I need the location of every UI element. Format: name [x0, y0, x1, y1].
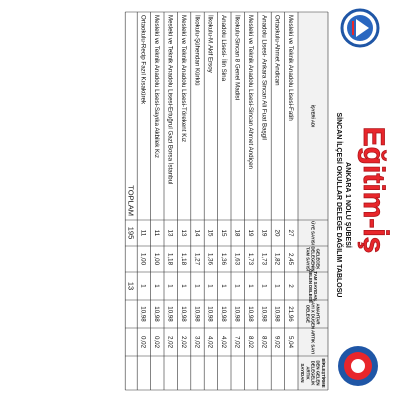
workplace-name-cell: İlkokulu-M.Akif Ersoy	[206, 15, 214, 73]
document-header	[335, 10, 390, 386]
value-cell: 19	[246, 229, 254, 237]
value-cell: 10,98	[166, 306, 174, 322]
value-cell: 21,96	[287, 306, 295, 322]
column-header: DELEGE	[305, 305, 311, 323]
value-cell: 8,02	[260, 335, 268, 349]
value-cell: 1	[166, 284, 174, 288]
value-cell: 1	[153, 284, 161, 288]
value-cell: 11	[139, 229, 147, 237]
column-header: ÜYE SAYISI	[310, 221, 316, 245]
value-cell: 1,27	[193, 252, 201, 266]
column-header: DELEGELİK	[310, 360, 316, 386]
value-cell: 10,98	[260, 306, 268, 322]
column-header: GELECEK	[315, 248, 321, 270]
value-cell: 1	[233, 284, 241, 288]
value-cell: 2,02	[179, 335, 187, 349]
value-cell: 10,98	[206, 306, 214, 322]
value-cell: 1,18	[179, 252, 187, 266]
column-header: BİRLEŞTİRME	[320, 358, 326, 388]
workplace-name-cell: İlkokulu-Şühendan Kürklü	[193, 15, 201, 86]
workplace-name-cell: Anadolu Lisesi- İlin Sina	[220, 15, 228, 82]
column-header: GELEN DELEGE	[307, 269, 313, 303]
value-cell: 1,73	[260, 252, 268, 266]
value-cell: 2	[287, 284, 295, 288]
value-cell: 1	[193, 284, 201, 288]
total-members-value: 195	[126, 226, 136, 240]
value-cell: 1,00	[139, 252, 147, 266]
value-cell: 0,02	[153, 335, 161, 349]
column-header: TAM SAYISI	[305, 247, 311, 271]
egitim-is-emblem-icon	[338, 346, 378, 386]
value-cell: 10,98	[179, 306, 187, 322]
column-header: SAYI X DÜŞEN	[310, 299, 316, 329]
value-cell: 8,02	[246, 335, 254, 349]
value-cell: 1,00	[153, 252, 161, 266]
workplace-name-cell: Ortaokulu-Ahmet Andican	[273, 15, 281, 86]
workplace-name-cell: Ortaokulu-Recip Fazıl Kısakürek	[139, 15, 147, 105]
column-header: ARTIK	[305, 366, 311, 380]
workplace-name-cell: İlkokulu-Sincan 8 Genel Madisi	[233, 15, 241, 100]
value-cell: 9,02	[273, 335, 281, 349]
column-header: SAYIDAN	[300, 363, 306, 383]
value-cell: 1,36	[220, 252, 228, 266]
value-cell: 19	[260, 229, 268, 237]
value-cell: 13	[179, 229, 187, 237]
value-cell: 7,02	[233, 335, 241, 349]
value-cell: 1	[139, 284, 147, 288]
value-cell: 14	[193, 229, 201, 237]
column-header: ANAHTAR	[315, 303, 321, 325]
value-cell: 10,98	[273, 306, 281, 322]
workplace-name-cell: Anadolu Lisesi- Ankara Sincan Ali Fuat Başgil	[260, 15, 268, 140]
value-cell: 4,02	[206, 335, 214, 349]
value-cell: 3,02	[193, 335, 201, 349]
value-cell: 1,82	[273, 252, 281, 266]
value-cell: 1,36	[206, 252, 214, 266]
column-header: TAM SAYIDAN	[313, 271, 319, 301]
value-cell: 10,98	[139, 306, 147, 322]
value-cell: 1,18	[166, 252, 174, 266]
column-header: İŞYERİ ADI	[310, 104, 316, 128]
table-title: SİNCAN İLÇESİ OKULLAR DELEGE DAĞILIM TABLOSU	[335, 112, 342, 298]
value-cell: 10,98	[153, 306, 161, 322]
workplace-name-cell: Mesleki ve Teknik Anadolu Lisesi-Törekent Kız	[179, 15, 187, 143]
value-cell: 10,98	[220, 306, 228, 322]
value-cell: 1,63	[233, 252, 241, 266]
branch-title: ANKARA 1 NOLU ŞUBESİ	[344, 162, 351, 248]
workplace-name-cell: Mesleki ve Teknik Anadolu Lisesi-Ertuğrul Gazi Borsa İstanbul	[166, 15, 174, 185]
value-cell: 1,73	[246, 252, 254, 266]
value-cell: 5,04	[287, 335, 295, 349]
value-cell: 15	[206, 229, 214, 237]
value-cell: 0,02	[139, 335, 147, 349]
workplace-name-cell: Mesleki ve Teknik Anadolu Lisesi-Sincan Ahmet Andiçen	[246, 15, 254, 169]
value-cell: 1	[246, 284, 254, 288]
value-cell: 20	[273, 229, 281, 237]
value-cell: 27	[287, 229, 295, 237]
delegate-table	[125, 12, 328, 390]
value-cell: 10,98	[233, 306, 241, 322]
value-cell: 1	[179, 284, 187, 288]
column-header: DEN GELEN	[315, 360, 321, 386]
value-cell: 10,98	[193, 306, 201, 322]
value-cell: 2,02	[166, 335, 174, 349]
value-cell: 2,45	[287, 252, 295, 266]
rotated-page	[125, 10, 390, 390]
total-delegates-value: 13	[126, 281, 136, 291]
value-cell: 18	[233, 229, 241, 237]
value-cell: 4,02	[220, 335, 228, 349]
column-header: DELEGENİN	[310, 246, 316, 272]
column-header: ARTIK SAYI	[310, 330, 316, 354]
value-cell: 1	[206, 284, 214, 288]
total-label: TOPLAM	[126, 185, 136, 216]
value-cell: 15	[220, 229, 228, 237]
value-cell: 1	[260, 284, 268, 288]
workplace-name-cell: Mesleki ve Teknik Anadolu Lisesi-Sayıka Akbilek Kız	[153, 15, 161, 158]
value-cell: 1	[273, 284, 281, 288]
value-cell: 1	[220, 284, 228, 288]
value-cell: 10,98	[246, 306, 254, 322]
egitim-is-seal-icon	[342, 10, 378, 46]
value-cell: 13	[166, 229, 174, 237]
workplace-name-cell: Mesleki ve Teknik Anadolu Lisesi-Fatih	[287, 15, 295, 121]
value-cell: 11	[153, 229, 161, 237]
brand-wordmark: Eğitim-İş	[357, 126, 390, 254]
